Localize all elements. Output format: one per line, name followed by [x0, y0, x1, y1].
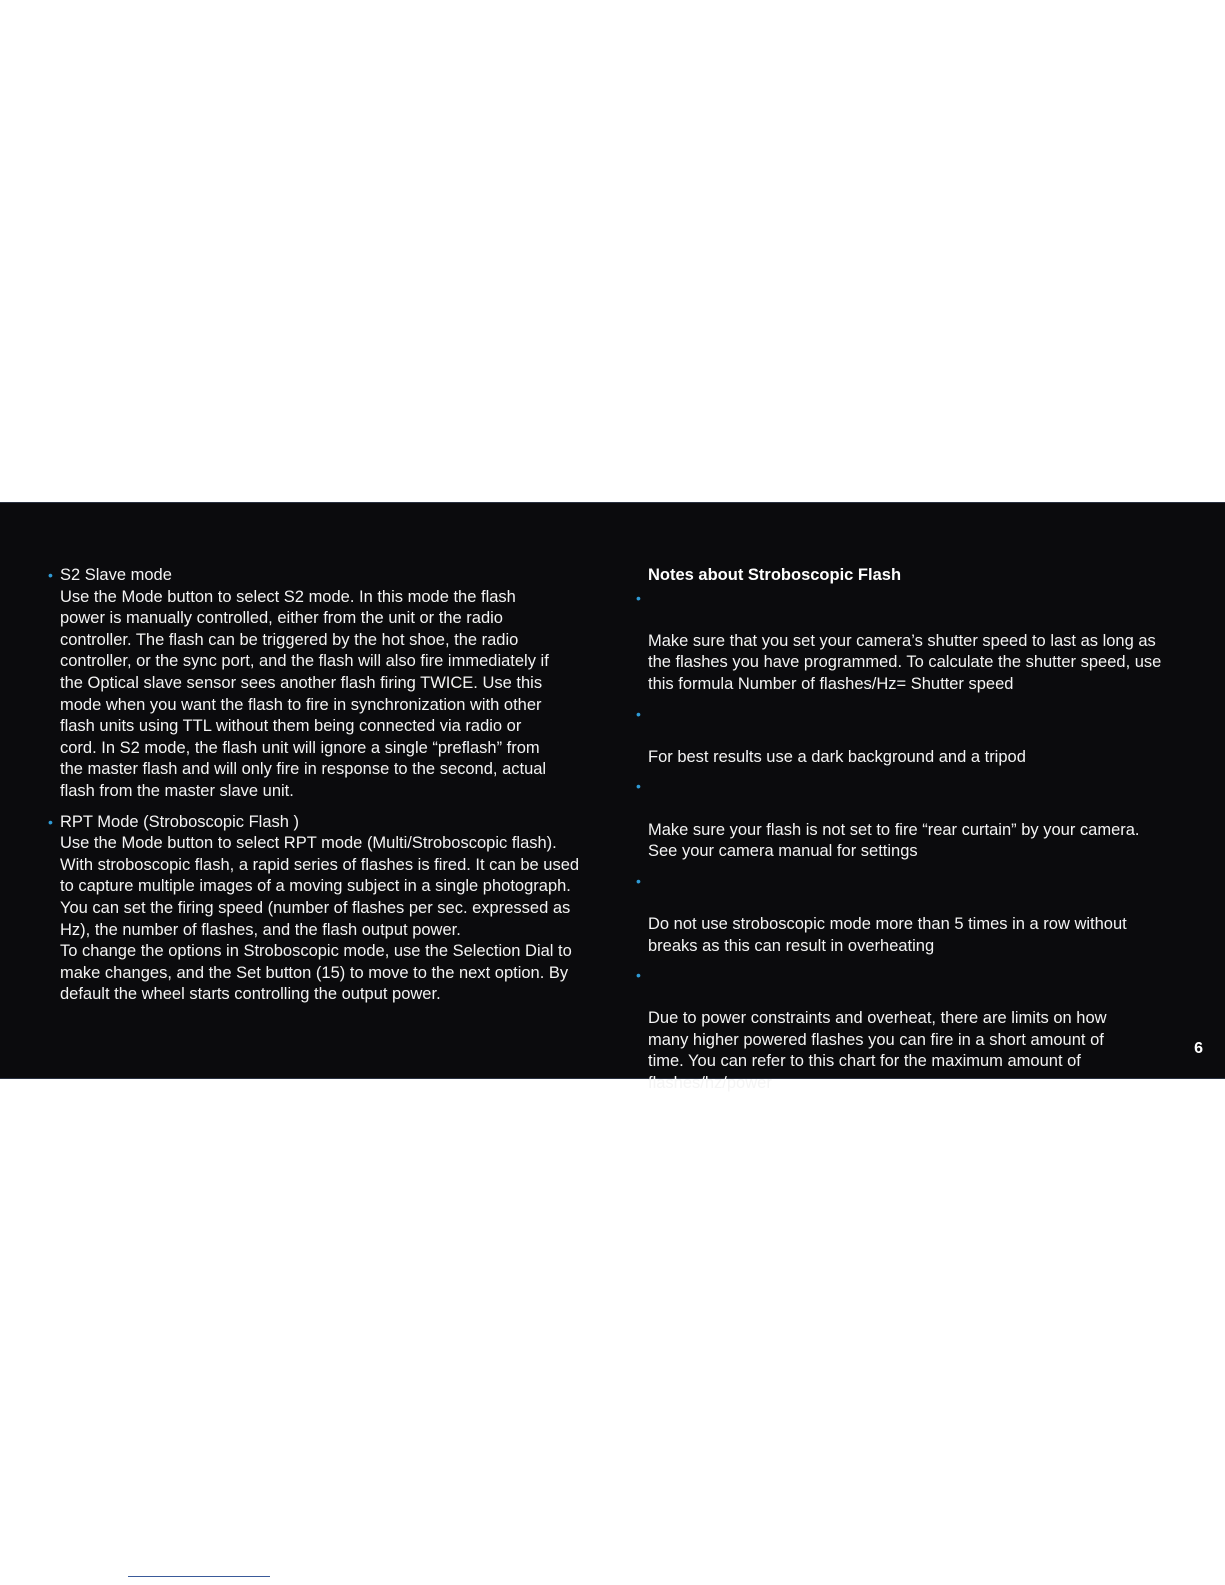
manual-page-panel [0, 502, 1225, 1093]
note-text: For best results use a dark background and a tripod [648, 747, 1026, 766]
note-text: Do not use stroboscopic mode more than 5 times in a row without breaks as this can result in overheating [648, 914, 1127, 955]
note-text: Due to power constraints and overheat, there are limits on how many higher powered flashes you can fire in a short amount of time. You can refer to this chart for the maximum amount of flashes/hz/power [648, 1009, 1107, 1093]
note-item [636, 704, 1196, 769]
notes-heading: Notes about Stroboscopic Flash [648, 566, 902, 584]
note-item [636, 965, 1196, 1095]
list-item-rpt-mode [48, 812, 618, 1006]
right-column [636, 565, 1196, 1103]
note-text: Make sure your flash is not set to fire “rear curtain” by your camera. See your camera manual for settings [648, 820, 1140, 861]
bullet-icon: • [636, 778, 641, 795]
note-item [636, 776, 1196, 862]
note-text: Make sure that you set your camera’s shutter speed to last as long as the flashes you have programmed. To calculate the shutter speed, use this formula Number of flashes/Hz= Shutter speed [648, 631, 1162, 693]
item-heading: RPT Mode (Stroboscopic Flash ) [60, 812, 300, 831]
bullet-icon: • [636, 872, 641, 889]
page-number: 6 [1194, 1040, 1203, 1057]
item-heading: S2 Slave mode [60, 566, 172, 584]
item-heading-row [48, 565, 618, 587]
item-heading-row [48, 812, 618, 834]
list-item-s2-slave-mode [48, 565, 618, 803]
left-column [48, 565, 618, 1015]
item-body: Use the Mode button to select RPT mode (Multi/Stroboscopic flash). With stroboscopic flash, a rapid series of flashes is fired. It can be used to capture multiple images of a moving subject in a single photograph. You can set the firing speed (number of flashes per sec. expressed as Hz), the number of flashes, and the flash output power. To change the options in Stroboscopic mode, use the Selection Dial to make changes, and the Set button (15) to move to the next option. By default the wheel starts controlling the output power. [60, 834, 580, 1004]
bullet-icon: • [48, 567, 53, 583]
note-item [636, 588, 1196, 696]
bullet-icon: • [636, 967, 641, 984]
bullet-icon: • [636, 705, 641, 722]
bullet-icon: • [636, 589, 641, 606]
item-body: Use the Mode button to select S2 mode. In this mode the flash power is manually controlled, either from the unit or the radio controller. The flash can be triggered by the hot shoe, the radio controller, or the sync port, and the flash will also fire immediately if the Optical slave sensor sees another flash firing TWICE. Use this mode when you want the flash to fire in synchronization with other flash units using TTL without them being connected via radio or cord. In S2 mode, the flash unit will ignore a single “preflash” from the master flash and will only fire in response to the second, actual flash from the master slave unit. [60, 587, 549, 800]
footer-divider [128, 1576, 270, 1577]
note-item [636, 871, 1196, 957]
bullet-icon: • [48, 813, 53, 830]
